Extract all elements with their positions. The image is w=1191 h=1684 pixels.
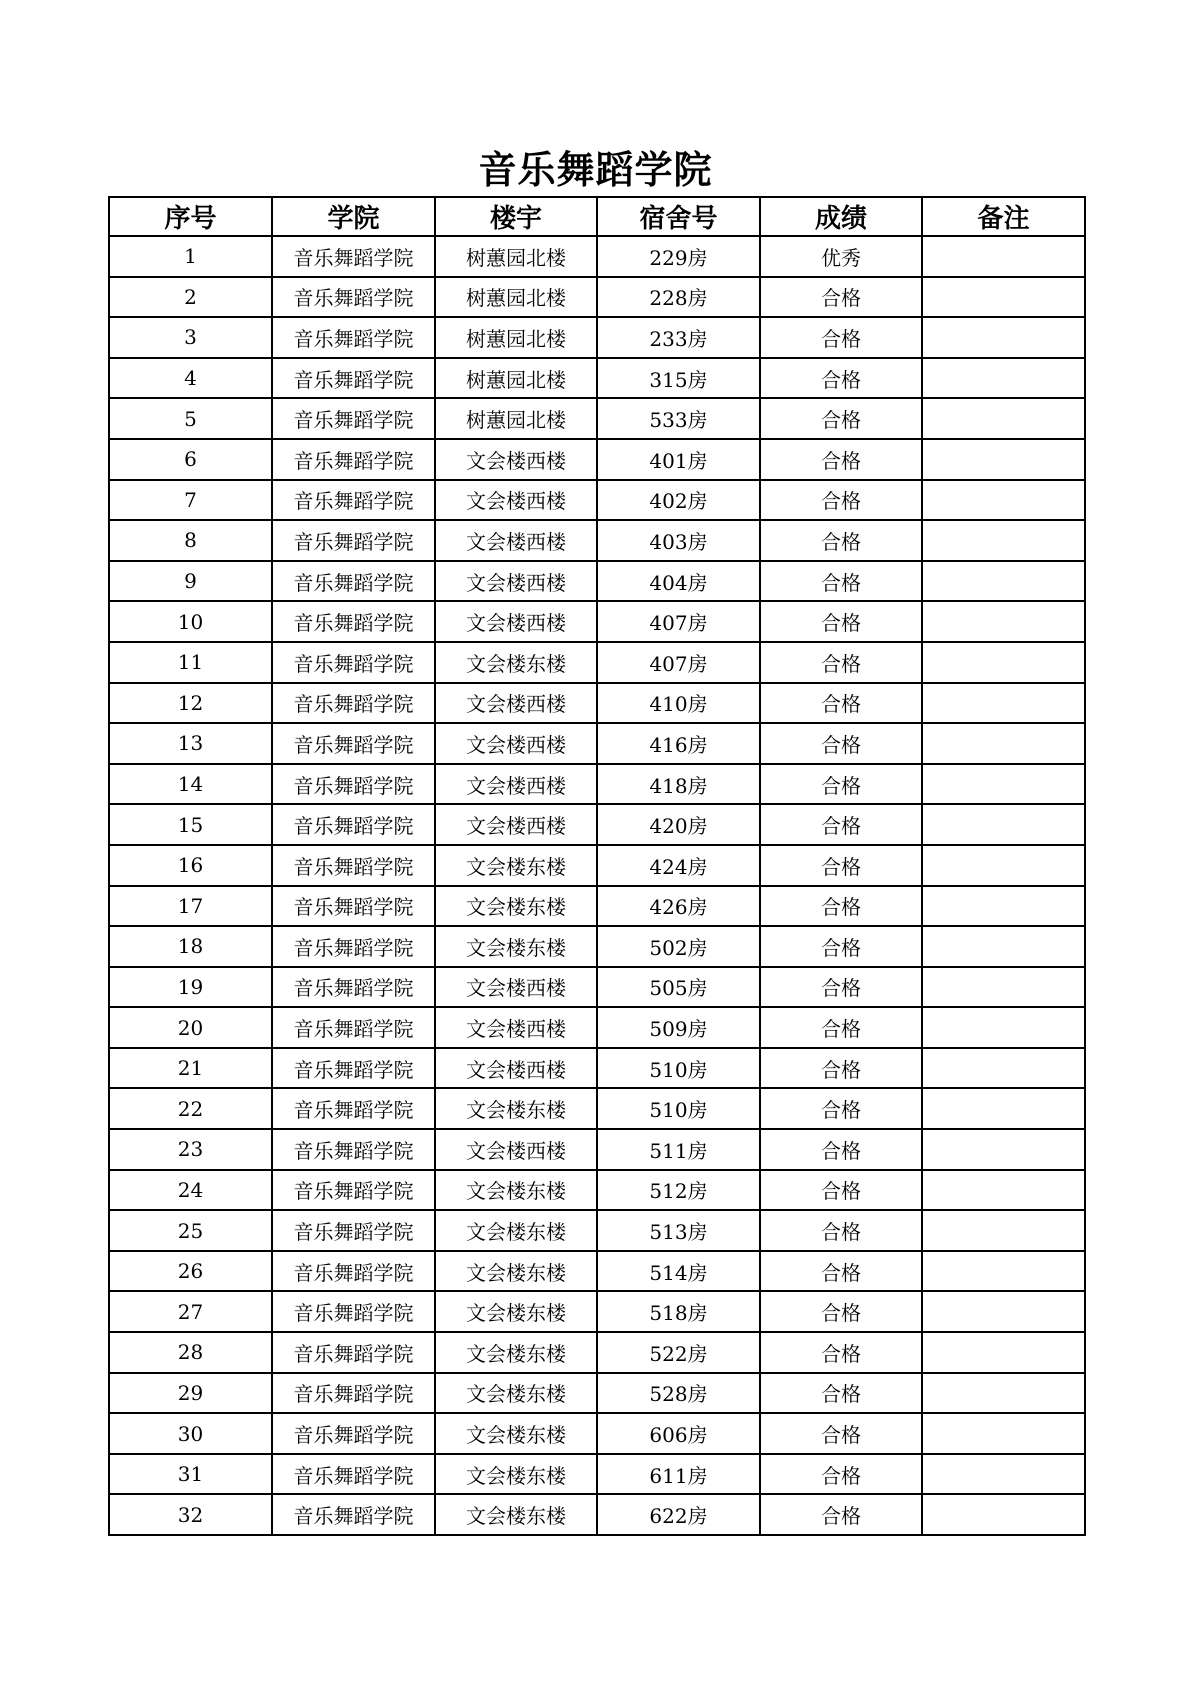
cell-college: 音乐舞蹈学院 [272, 236, 435, 277]
cell-grade: 合格 [760, 601, 922, 642]
cell-grade: 合格 [760, 1494, 922, 1535]
cell-remarks [922, 398, 1085, 439]
table-row [109, 804, 1085, 845]
cell-room: 505房 [597, 967, 760, 1008]
cell-remarks [922, 642, 1085, 683]
table-row [109, 1048, 1085, 1089]
table-row [109, 683, 1085, 724]
cell-room: 407房 [597, 601, 760, 642]
cell-index: 24 [109, 1170, 272, 1211]
cell-college: 音乐舞蹈学院 [272, 845, 435, 886]
cell-room: 528房 [597, 1373, 760, 1414]
cell-grade: 合格 [760, 764, 922, 805]
cell-room: 401房 [597, 439, 760, 480]
cell-remarks [922, 926, 1085, 967]
cell-building: 文会楼东楼 [435, 1210, 597, 1251]
cell-grade: 合格 [760, 398, 922, 439]
cell-remarks [922, 723, 1085, 764]
cell-building: 文会楼西楼 [435, 1129, 597, 1170]
cell-grade: 合格 [760, 967, 922, 1008]
table-row [109, 926, 1085, 967]
cell-building: 文会楼西楼 [435, 1007, 597, 1048]
table-row [109, 439, 1085, 480]
cell-college: 音乐舞蹈学院 [272, 317, 435, 358]
cell-building: 文会楼东楼 [435, 1454, 597, 1495]
cell-index: 18 [109, 926, 272, 967]
table-row [109, 1494, 1085, 1535]
table-row [109, 1129, 1085, 1170]
cell-remarks [922, 967, 1085, 1008]
cell-building: 树蕙园北楼 [435, 358, 597, 399]
cell-college: 音乐舞蹈学院 [272, 886, 435, 927]
table-row [109, 236, 1085, 277]
cell-room: 510房 [597, 1088, 760, 1129]
table-row [109, 764, 1085, 805]
cell-building: 文会楼西楼 [435, 764, 597, 805]
cell-college: 音乐舞蹈学院 [272, 1494, 435, 1535]
cell-index: 4 [109, 358, 272, 399]
cell-college: 音乐舞蹈学院 [272, 277, 435, 318]
cell-grade: 合格 [760, 480, 922, 521]
table-row [109, 1454, 1085, 1495]
cell-building: 文会楼东楼 [435, 1373, 597, 1414]
cell-college: 音乐舞蹈学院 [272, 926, 435, 967]
cell-college: 音乐舞蹈学院 [272, 1048, 435, 1089]
cell-index: 8 [109, 520, 272, 561]
cell-college: 音乐舞蹈学院 [272, 1332, 435, 1373]
table-row [109, 1373, 1085, 1414]
header-building: 楼宇 [435, 197, 597, 236]
cell-room: 403房 [597, 520, 760, 561]
page-title: 音乐舞蹈学院 [478, 148, 713, 192]
cell-building: 文会楼东楼 [435, 926, 597, 967]
cell-college: 音乐舞蹈学院 [272, 642, 435, 683]
table-row [109, 277, 1085, 318]
cell-building: 文会楼西楼 [435, 683, 597, 724]
cell-grade: 合格 [760, 1251, 922, 1292]
cell-college: 音乐舞蹈学院 [272, 561, 435, 602]
table-row [109, 1210, 1085, 1251]
cell-room: 315房 [597, 358, 760, 399]
cell-building: 文会楼东楼 [435, 1170, 597, 1211]
cell-building: 文会楼西楼 [435, 723, 597, 764]
cell-grade: 合格 [760, 1373, 922, 1414]
cell-grade: 合格 [760, 1413, 922, 1454]
cell-remarks [922, 561, 1085, 602]
cell-grade: 合格 [760, 683, 922, 724]
cell-building: 文会楼东楼 [435, 1494, 597, 1535]
table-row [109, 1291, 1085, 1332]
cell-remarks [922, 317, 1085, 358]
cell-remarks [922, 520, 1085, 561]
cell-remarks [922, 277, 1085, 318]
cell-grade: 合格 [760, 317, 922, 358]
cell-remarks [922, 236, 1085, 277]
cell-building: 文会楼东楼 [435, 1332, 597, 1373]
cell-college: 音乐舞蹈学院 [272, 398, 435, 439]
table-row [109, 1413, 1085, 1454]
cell-building: 文会楼西楼 [435, 601, 597, 642]
table-row [109, 845, 1085, 886]
cell-room: 410房 [597, 683, 760, 724]
cell-remarks [922, 1454, 1085, 1495]
cell-index: 6 [109, 439, 272, 480]
cell-room: 404房 [597, 561, 760, 602]
cell-room: 424房 [597, 845, 760, 886]
table-header [109, 197, 1085, 236]
cell-grade: 合格 [760, 439, 922, 480]
cell-index: 1 [109, 236, 272, 277]
cell-index: 30 [109, 1413, 272, 1454]
cell-building: 文会楼东楼 [435, 886, 597, 927]
cell-college: 音乐舞蹈学院 [272, 1210, 435, 1251]
cell-index: 7 [109, 480, 272, 521]
table-row [109, 398, 1085, 439]
cell-building: 文会楼东楼 [435, 845, 597, 886]
cell-index: 3 [109, 317, 272, 358]
cell-index: 9 [109, 561, 272, 602]
header-remarks: 备注 [922, 197, 1085, 236]
cell-remarks [922, 845, 1085, 886]
cell-room: 510房 [597, 1048, 760, 1089]
cell-college: 音乐舞蹈学院 [272, 804, 435, 845]
cell-room: 502房 [597, 926, 760, 967]
table-row [109, 520, 1085, 561]
cell-building: 文会楼东楼 [435, 1088, 597, 1129]
cell-room: 407房 [597, 642, 760, 683]
table-row [109, 1007, 1085, 1048]
cell-building: 树蕙园北楼 [435, 236, 597, 277]
header-index: 序号 [109, 197, 272, 236]
cell-index: 28 [109, 1332, 272, 1373]
table-row [109, 723, 1085, 764]
cell-grade: 合格 [760, 1007, 922, 1048]
cell-grade: 合格 [760, 520, 922, 561]
cell-index: 14 [109, 764, 272, 805]
table-row [109, 642, 1085, 683]
header-grade: 成绩 [760, 197, 922, 236]
cell-grade: 合格 [760, 1088, 922, 1129]
cell-index: 31 [109, 1454, 272, 1495]
cell-college: 音乐舞蹈学院 [272, 1413, 435, 1454]
cell-remarks [922, 1332, 1085, 1373]
cell-building: 文会楼西楼 [435, 480, 597, 521]
cell-college: 音乐舞蹈学院 [272, 1088, 435, 1129]
cell-grade: 合格 [760, 1170, 922, 1211]
cell-building: 文会楼西楼 [435, 967, 597, 1008]
cell-building: 文会楼西楼 [435, 520, 597, 561]
cell-remarks [922, 358, 1085, 399]
table-body [109, 236, 1085, 1535]
cell-room: 511房 [597, 1129, 760, 1170]
table-row [109, 317, 1085, 358]
cell-grade: 合格 [760, 804, 922, 845]
cell-building: 文会楼东楼 [435, 1251, 597, 1292]
cell-index: 27 [109, 1291, 272, 1332]
cell-room: 228房 [597, 277, 760, 318]
cell-grade: 合格 [760, 845, 922, 886]
cell-college: 音乐舞蹈学院 [272, 358, 435, 399]
cell-index: 21 [109, 1048, 272, 1089]
cell-remarks [922, 1251, 1085, 1292]
cell-college: 音乐舞蹈学院 [272, 967, 435, 1008]
cell-remarks [922, 1210, 1085, 1251]
cell-index: 20 [109, 1007, 272, 1048]
cell-college: 音乐舞蹈学院 [272, 1251, 435, 1292]
cell-college: 音乐舞蹈学院 [272, 764, 435, 805]
cell-room: 611房 [597, 1454, 760, 1495]
cell-room: 522房 [597, 1332, 760, 1373]
cell-room: 518房 [597, 1291, 760, 1332]
cell-grade: 合格 [760, 886, 922, 927]
cell-room: 416房 [597, 723, 760, 764]
cell-index: 12 [109, 683, 272, 724]
table-row [109, 601, 1085, 642]
cell-room: 533房 [597, 398, 760, 439]
cell-remarks [922, 601, 1085, 642]
cell-building: 树蕙园北楼 [435, 398, 597, 439]
cell-college: 音乐舞蹈学院 [272, 1373, 435, 1414]
cell-index: 10 [109, 601, 272, 642]
cell-remarks [922, 1170, 1085, 1211]
header-row [109, 197, 1085, 236]
cell-grade: 合格 [760, 1291, 922, 1332]
cell-room: 402房 [597, 480, 760, 521]
cell-college: 音乐舞蹈学院 [272, 1129, 435, 1170]
cell-room: 622房 [597, 1494, 760, 1535]
cell-grade: 合格 [760, 358, 922, 399]
cell-remarks [922, 1088, 1085, 1129]
cell-college: 音乐舞蹈学院 [272, 520, 435, 561]
header-college: 学院 [272, 197, 435, 236]
cell-index: 29 [109, 1373, 272, 1414]
cell-grade: 合格 [760, 1454, 922, 1495]
cell-building: 文会楼东楼 [435, 642, 597, 683]
cell-building: 文会楼西楼 [435, 1048, 597, 1089]
cell-remarks [922, 1129, 1085, 1170]
cell-grade: 合格 [760, 1129, 922, 1170]
dormitory-table [108, 196, 1086, 1536]
cell-room: 606房 [597, 1413, 760, 1454]
cell-college: 音乐舞蹈学院 [272, 723, 435, 764]
cell-index: 32 [109, 1494, 272, 1535]
table-row [109, 967, 1085, 1008]
cell-room: 512房 [597, 1170, 760, 1211]
table-row [109, 1332, 1085, 1373]
cell-college: 音乐舞蹈学院 [272, 480, 435, 521]
cell-remarks [922, 1007, 1085, 1048]
cell-building: 文会楼西楼 [435, 561, 597, 602]
cell-building: 文会楼西楼 [435, 804, 597, 845]
cell-grade: 优秀 [760, 236, 922, 277]
cell-grade: 合格 [760, 277, 922, 318]
cell-index: 26 [109, 1251, 272, 1292]
cell-remarks [922, 480, 1085, 521]
cell-room: 420房 [597, 804, 760, 845]
cell-remarks [922, 1291, 1085, 1332]
cell-room: 513房 [597, 1210, 760, 1251]
cell-grade: 合格 [760, 1210, 922, 1251]
table-row [109, 1170, 1085, 1211]
cell-building: 树蕙园北楼 [435, 317, 597, 358]
cell-index: 25 [109, 1210, 272, 1251]
cell-remarks [922, 886, 1085, 927]
cell-college: 音乐舞蹈学院 [272, 439, 435, 480]
table-row [109, 886, 1085, 927]
cell-remarks [922, 764, 1085, 805]
cell-grade: 合格 [760, 561, 922, 602]
cell-index: 16 [109, 845, 272, 886]
cell-grade: 合格 [760, 926, 922, 967]
cell-room: 233房 [597, 317, 760, 358]
cell-grade: 合格 [760, 1048, 922, 1089]
cell-college: 音乐舞蹈学院 [272, 1170, 435, 1211]
header-room: 宿舍号 [597, 197, 760, 236]
cell-college: 音乐舞蹈学院 [272, 601, 435, 642]
cell-remarks [922, 804, 1085, 845]
cell-remarks [922, 1413, 1085, 1454]
table-row [109, 480, 1085, 521]
cell-room: 514房 [597, 1251, 760, 1292]
cell-index: 15 [109, 804, 272, 845]
cell-index: 2 [109, 277, 272, 318]
cell-remarks [922, 1048, 1085, 1089]
cell-index: 19 [109, 967, 272, 1008]
cell-index: 22 [109, 1088, 272, 1129]
table-row [109, 358, 1085, 399]
cell-remarks [922, 683, 1085, 724]
table-row [109, 1251, 1085, 1292]
cell-index: 13 [109, 723, 272, 764]
cell-college: 音乐舞蹈学院 [272, 1007, 435, 1048]
cell-grade: 合格 [760, 723, 922, 764]
cell-index: 5 [109, 398, 272, 439]
cell-remarks [922, 1373, 1085, 1414]
cell-remarks [922, 439, 1085, 480]
cell-college: 音乐舞蹈学院 [272, 1454, 435, 1495]
table-row [109, 561, 1085, 602]
cell-room: 229房 [597, 236, 760, 277]
cell-index: 11 [109, 642, 272, 683]
cell-index: 23 [109, 1129, 272, 1170]
cell-grade: 合格 [760, 642, 922, 683]
cell-grade: 合格 [760, 1332, 922, 1373]
cell-college: 音乐舞蹈学院 [272, 1291, 435, 1332]
cell-room: 418房 [597, 764, 760, 805]
cell-building: 文会楼东楼 [435, 1413, 597, 1454]
cell-building: 文会楼东楼 [435, 1291, 597, 1332]
cell-room: 509房 [597, 1007, 760, 1048]
cell-building: 树蕙园北楼 [435, 277, 597, 318]
cell-college: 音乐舞蹈学院 [272, 683, 435, 724]
cell-index: 17 [109, 886, 272, 927]
cell-room: 426房 [597, 886, 760, 927]
cell-remarks [922, 1494, 1085, 1535]
cell-building: 文会楼西楼 [435, 439, 597, 480]
table-row [109, 1088, 1085, 1129]
